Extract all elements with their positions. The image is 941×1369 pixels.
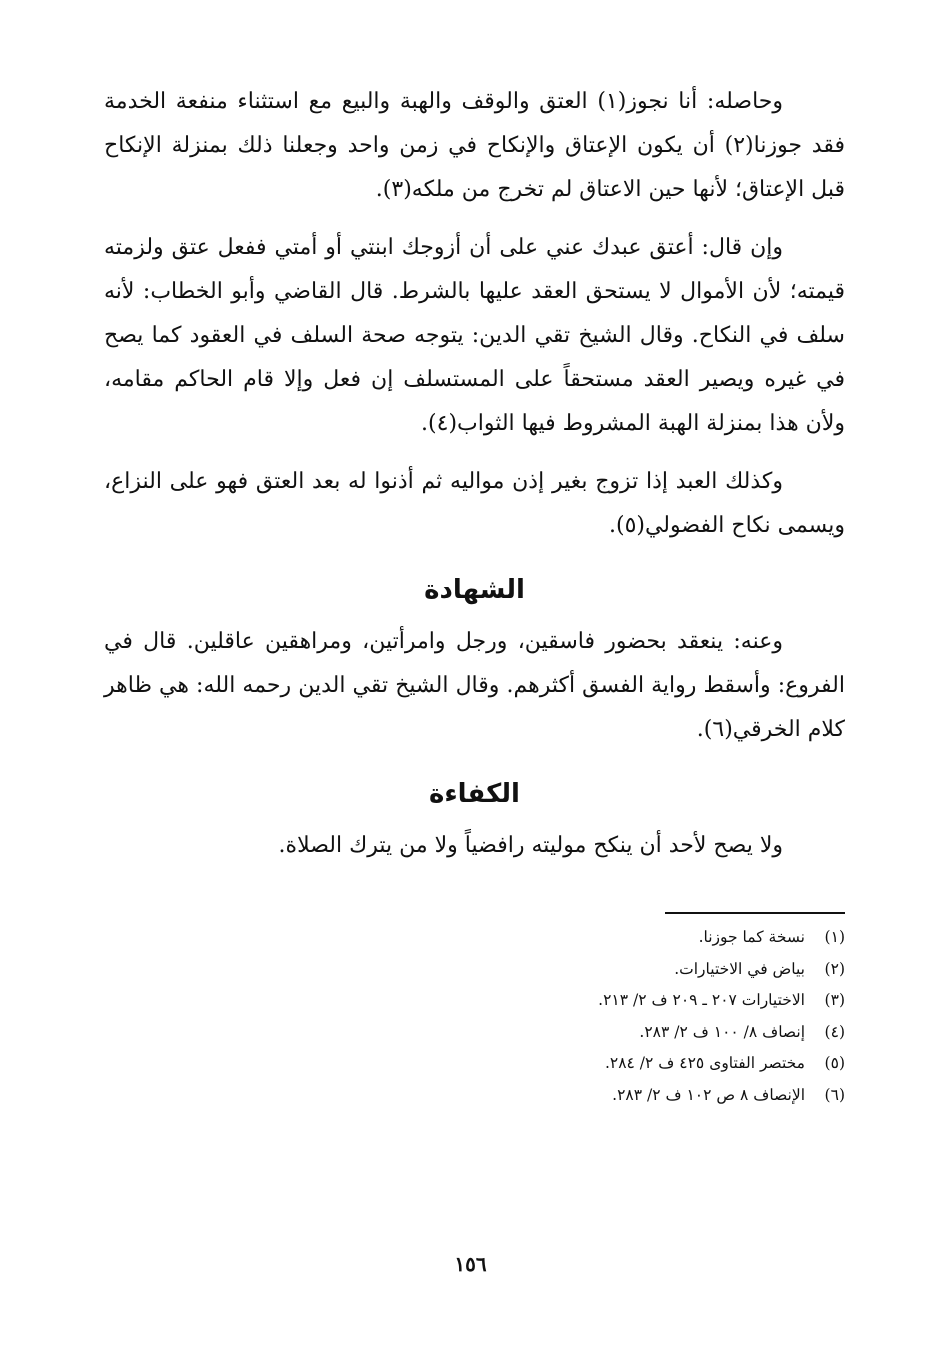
section-heading-kafaa: الكفاءة <box>429 779 520 809</box>
footnote-number: (٤) <box>824 1022 845 1041</box>
footnote-number: (٣) <box>824 991 845 1009</box>
footnote-text: الإنصاف ٨ ص ١٠٢ ف ٢/ ٢٨٣. <box>612 1085 805 1104</box>
footnote-6 <box>104 1080 845 1112</box>
paragraph-wa-in-qala: وإن قال: أعتق عبدك عني على أن أزوجك ابنتي أو أمتي ففعل عتق ولزمته قيمته؛ لأن الأموال لا يستحق العقد عليها بالشرط. قال القاضي وأبو الخطاب: لأنه سلف في النكاح. وقال الشيخ تقي الدين: يتوجه صحة السلف في العقود كما يصح في غيره ويصير العقد مستحقاً على المستسلف إن فعل وإلا قام الحاكم مقامه، ولأن هذا بمنزلة الهبة المشروط فيها الثواب(٤). <box>104 235 845 436</box>
page-number: ١٥٦ <box>454 1252 487 1276</box>
footnote-text: الاختيارات ٢٠٧ ـ ٢٠٩ ف ٢/ ٢١٣. <box>598 991 805 1009</box>
footnote-3 <box>104 985 845 1017</box>
footnote-2 <box>104 954 845 986</box>
footnote-text: نسخة كما جوزنا. <box>698 928 805 946</box>
footnote-number: (٢) <box>824 959 845 978</box>
footnote-divider <box>665 912 845 914</box>
footnote-5 <box>104 1048 845 1080</box>
footnotes-list <box>104 922 845 1111</box>
footnote-text: بياض في الاختيارات. <box>674 959 805 978</box>
section-heading-shahada: الشهادة <box>424 575 525 605</box>
footnote-text: مختصر الفتاوى ٤٢٥ ف ٢/ ٢٨٤. <box>604 1054 805 1072</box>
footnote-number: (٥) <box>824 1054 845 1072</box>
paragraph-al-abd: وكذلك العبد إذا تزوج بغير إذن مواليه ثم أذنوا له بعد العتق فهو على النزاع، ويسمى نكاح الفضولي(٥). <box>104 469 845 538</box>
footnote-number: (١) <box>824 928 845 946</box>
paragraph-shahada: وعنه: ينعقد بحضور فاسقين، ورجل وامرأتين، ومراهقين عاقلين. قال في الفروع: وأسقط رواية الفسق أكثرهم. وقال الشيخ تقي الدين رحمه الله: هي ظاهر كلام الخرقي(٦). <box>104 629 845 742</box>
footnote-1 <box>104 922 845 954</box>
footnote-number: (٦) <box>824 1085 845 1104</box>
paragraph-hasiluh: وحاصله: أنا نجوز(١) العتق والوقف والهبة والبيع مع استثناء منفعة الخدمة فقد جوزنا(٢) أن يكون الإعتاق والإنكاح في زمن واحد وجعلنا ذلك بمنزلة الإنكاح قبل الإعتاق؛ لأنها حين الاعتاق لم تخرج من ملكه(٣). <box>104 89 845 202</box>
paragraph-kafaa: ولا يصح لأحد أن ينكح موليته رافضياً ولا من يترك الصلاة. <box>278 833 783 858</box>
footnote-text: إنصاف ٨/ ١٠٠ ف ٢/ ٢٨٣. <box>639 1022 805 1041</box>
footnote-4 <box>104 1017 845 1049</box>
